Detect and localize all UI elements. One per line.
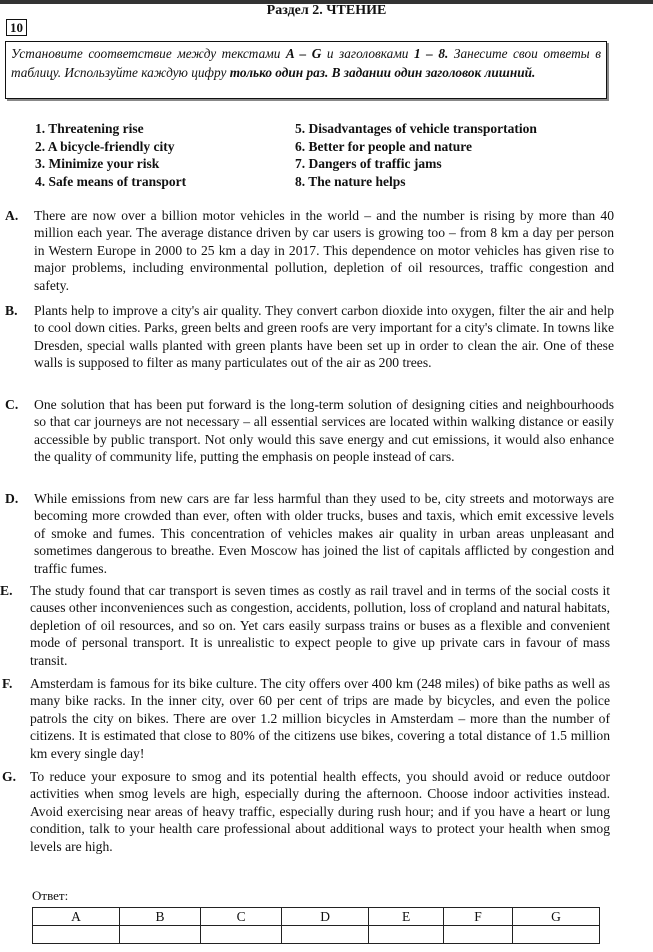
text-letter: F. — [2, 676, 13, 691]
answer-cell[interactable] — [120, 926, 201, 944]
text-body: Amsterdam is famous for its bike culture. The city offers over 400 km (248 miles) of bike paths as well as many bike racks. In the inner city, over 60 per cent of trips are made by bicycles, and even the police patrols the city on bikes. There are over 1.2 million bicycles in Amsterdam – more than the number of citizens. It is estimated that close to 80% of the citizens use bikes, covering a total distance of 1.5 million km every single day! — [30, 676, 610, 761]
answer-label: Ответ: — [32, 888, 69, 903]
text-body: One solution that has been put forward is the long-term solution of designing cities and neighbourhoods so that car journeys are not necessary – all essential services are located within walking distance or easily accessible by public transport. Not only would this save energy and cut emissions, it would also enhance the quality of community life, putting the emphasis on people instead of cars. — [34, 397, 614, 465]
task-number: 10 — [6, 19, 27, 36]
text-body: There are now over a billion motor vehicles in the world – and the number is rising by more than 40 million each year. The average distance driven by car users is growing too – from 8 km a day per person in Western Europe in 2000 to 25 km a day in 2017. This dependence on motor vehicles has given rise to major problems, including environmental pollution, depletion of oil resources, traffic congestion and safety. — [34, 208, 614, 293]
text-letter: A. — [5, 208, 19, 223]
instr-bold: 1 – 8. — [413, 46, 449, 61]
text-letter: E. — [0, 583, 13, 598]
heading-item: 8. The nature helps — [295, 173, 406, 189]
answer-cell[interactable] — [444, 926, 513, 944]
heading-item: 3. Minimize your risk — [35, 156, 160, 171]
answer-col-header: F — [444, 908, 513, 926]
text-letter: D. — [5, 491, 19, 506]
answer-cell[interactable] — [512, 926, 599, 944]
heading-item: 4. Safe means of transport — [35, 173, 187, 189]
answer-input-row — [33, 926, 600, 944]
instr-bold: только один раз. В задании один заголовок лишний. — [229, 64, 536, 80]
section-title: Раздел 2. ЧТЕНИЕ — [266, 3, 387, 18]
answer-cell[interactable] — [201, 926, 282, 944]
heading-item: 1. Threatening rise — [35, 121, 144, 136]
text-letter: C. — [5, 397, 19, 412]
instr-text: и заголовками — [321, 46, 414, 61]
instr-text: Занесите свои ответы в таблицу. Используйте каждую цифру — [11, 46, 601, 80]
text-body: The study found that car transport is seven times as costly as rail travel and in terms of the social costs it causes other inconveniences such as congestion, accidents, pollution, loss of cropland and natural habitats, depletion of oil resources, and so on. Yet cars easily surpass trains or buses as a flexible and convenient mode of personal transport. It is unrealistic to expect people to give up private cars in favour of mass transit. — [30, 583, 610, 668]
answer-col-header: E — [369, 908, 444, 926]
answer-col-header: D — [282, 908, 369, 926]
answer-header-row — [33, 908, 600, 926]
heading-item: 7. Dangers of traffic jams — [295, 156, 442, 171]
heading-item: 2. A bicycle-friendly city — [35, 138, 175, 154]
answer-col-header: C — [201, 908, 282, 926]
text-letter: B. — [5, 303, 18, 318]
text-body: While emissions from new cars are far less harmful than they used to be, city streets and motorways are becoming more crowded than ever, often with older trucks, buses and taxis, which emit excessive levels of smoke and fumes. This concentration of vehicles makes air quality in urban areas unpleasant and sometimes dangerous to breathe. Even Moscow has joined the list of capitals afflicted by congestion and traffic fumes. — [34, 491, 614, 576]
answer-table — [32, 907, 600, 944]
text-body: To reduce your exposure to smog and its potential health effects, you should avoid or reduce outdoor activities when smog levels are high, especially during the afternoon. Choose indoor activities instead. Avoid exercising near areas of heavy traffic, especially during rush hour; and if you have a heart or lung condition, talk to your health care professional about additional ways to protect your health when smog levels are high. — [30, 769, 610, 854]
answer-cell[interactable] — [33, 926, 120, 944]
answer-col-header: G — [512, 908, 599, 926]
headings-left — [35, 120, 186, 190]
heading-item: 5. Disadvantages of vehicle transportation — [295, 121, 537, 136]
answer-cell[interactable] — [369, 926, 444, 944]
heading-item: 6. Better for people and nature — [295, 138, 472, 154]
text-letter: G. — [2, 769, 16, 784]
instr-bold: A – G — [285, 46, 322, 61]
text-body: Plants help to improve a city's air quality. They convert carbon dioxide into oxygen, filter the air and help to cool down cities. Parks, green belts and green roofs are very important for a city's climate. In towns like Dresden, special walls planted with green plants have been set up in order to clean the air. One of these walls is supposed to filter as many particulates out of the air as 200 trees. — [34, 303, 614, 371]
answer-cell[interactable] — [282, 926, 369, 944]
answer-col-header: A — [33, 908, 120, 926]
instruction-box — [5, 41, 607, 99]
answer-col-header: B — [120, 908, 201, 926]
instr-text: Установите соответствие между текстами — [11, 46, 286, 61]
headings-right — [295, 120, 537, 190]
